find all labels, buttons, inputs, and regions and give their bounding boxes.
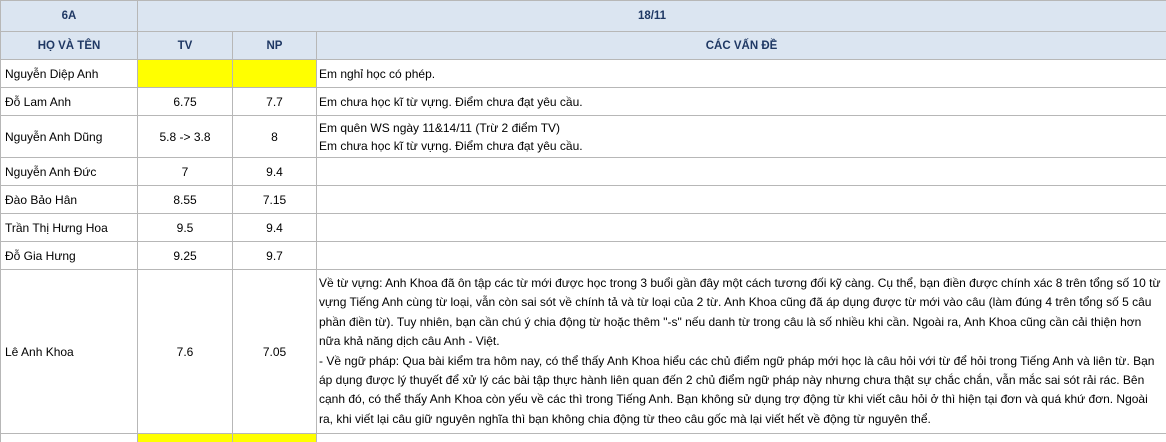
tv-score-cell[interactable] [138,60,233,88]
issue-line: Em quên WS ngày 11&14/11 (Trừ 2 điểm TV) [319,119,1162,137]
issues-cell[interactable]: Em chưa học kĩ từ vựng. Điểm chưa đạt yêu cầu. [317,88,1166,116]
tv-score-cell[interactable]: 8.55 [138,186,233,214]
issues-cell[interactable] [317,242,1166,270]
empty-cell[interactable] [317,434,1166,442]
tv-score-cell[interactable]: 7 [138,158,233,186]
student-name-cell[interactable]: Đỗ Lam Anh [1,88,138,116]
student-name-cell[interactable]: Lê Anh Khoa [1,270,138,434]
tv-score-cell[interactable]: 9.25 [138,242,233,270]
student-name-cell[interactable]: Nguyễn Diệp Anh [1,60,138,88]
student-name-cell[interactable]: Đào Bảo Hân [1,186,138,214]
np-score-cell[interactable]: 9.7 [233,242,317,270]
table-row [1,186,1166,214]
student-name-cell[interactable]: Nguyễn Anh Đức [1,158,138,186]
student-name-cell[interactable]: Đỗ Gia Hưng [1,242,138,270]
table-row [1,116,1166,158]
title-row [1,1,1166,32]
issue-paragraph: Về từ vựng: Anh Khoa đã ôn tập các từ mới được học trong 3 buổi gần đây một cách tương đối kỹ càng. Cụ thể, bạn điền được chính xác 8 trên tổng số 10 từ vựng Tiếng Anh cùng từ loại, vẫn còn sai sót về chính tả và từ loại của 2 từ. Anh Khoa cũng đã áp dụng được từ mới vào câu (làm đúng 4 trên tổng số 5 câu phần điền từ). Tuy nhiên, bạn cần chú ý chia động từ hoặc thêm "-s" nếu danh từ trong câu là số nhiều khi cần. Ngoài ra, Anh Khoa cũng cần cải thiện hơn nữa khả năng dịch câu Anh - Việt. [319,274,1163,352]
col-header-np[interactable]: NP [233,32,317,60]
student-name-cell[interactable]: Trần Thị Hưng Hoa [1,214,138,242]
table-row [1,214,1166,242]
date-cell[interactable]: 18/11 [138,1,1166,32]
tv-score-cell[interactable]: 6.75 [138,88,233,116]
issue-line: Em chưa học kĩ từ vựng. Điểm chưa đạt yêu cầu. [319,137,1162,155]
np-score-cell[interactable]: 7.05 [233,270,317,434]
student-name-cell[interactable]: Nguyễn Anh Dũng [1,116,138,158]
tv-score-cell[interactable]: 7.6 [138,270,233,434]
table-row [1,158,1166,186]
issues-cell[interactable]: Em nghỉ học có phép. [317,60,1166,88]
issue-paragraph: - Về ngữ pháp: Qua bài kiểm tra hôm nay, có thể thấy Anh Khoa hiểu các chủ điểm ngữ pháp mới học là câu hỏi với từ để hỏi trong Tiếng Anh và liên từ. Bạn áp dụng được lý thuyết để xử lý các bài tập thực hành liên quan đến 2 chủ điểm ngữ pháp này nhưng chưa thật sự chắc chắn, vẫn mắc sai sót rải rác. Bên cạnh đó, có thể thấy Anh Khoa còn yếu về các thì trong Tiếng Anh. Bạn không sử dụng trợ động từ khi viết câu hỏi ở thì hiện tại đơn và quá khứ đơn. Ngoài ra, khi viết lại câu giữ nguyên nghĩa thì bạn không chia động từ theo câu gốc mà lại viết hết về động từ nguyên thể. [319,352,1163,430]
table-row [1,270,1166,434]
tv-score-cell[interactable]: 5.8 -> 3.8 [138,116,233,158]
empty-cell[interactable] [233,434,317,442]
col-header-name[interactable]: HỌ VÀ TÊN [1,32,138,60]
np-score-cell[interactable]: 7.7 [233,88,317,116]
tv-score-cell[interactable]: 9.5 [138,214,233,242]
table-row [1,88,1166,116]
col-header-issues[interactable]: CÁC VẤN ĐỀ [317,32,1166,60]
np-score-cell[interactable] [233,60,317,88]
issues-cell[interactable] [317,158,1166,186]
column-header-row [1,32,1166,60]
col-header-tv[interactable]: TV [138,32,233,60]
table-row [1,242,1166,270]
np-score-cell[interactable]: 9.4 [233,214,317,242]
np-score-cell[interactable]: 7.15 [233,186,317,214]
table-row [1,60,1166,88]
class-name-cell[interactable]: 6A [1,1,138,32]
issues-cell[interactable] [317,270,1166,434]
issues-cell[interactable] [317,214,1166,242]
partial-row [1,434,1166,442]
empty-cell[interactable] [1,434,138,442]
np-score-cell[interactable]: 8 [233,116,317,158]
issues-cell[interactable] [317,186,1166,214]
issues-cell[interactable] [317,116,1166,158]
np-score-cell[interactable]: 9.4 [233,158,317,186]
empty-cell[interactable] [138,434,233,442]
